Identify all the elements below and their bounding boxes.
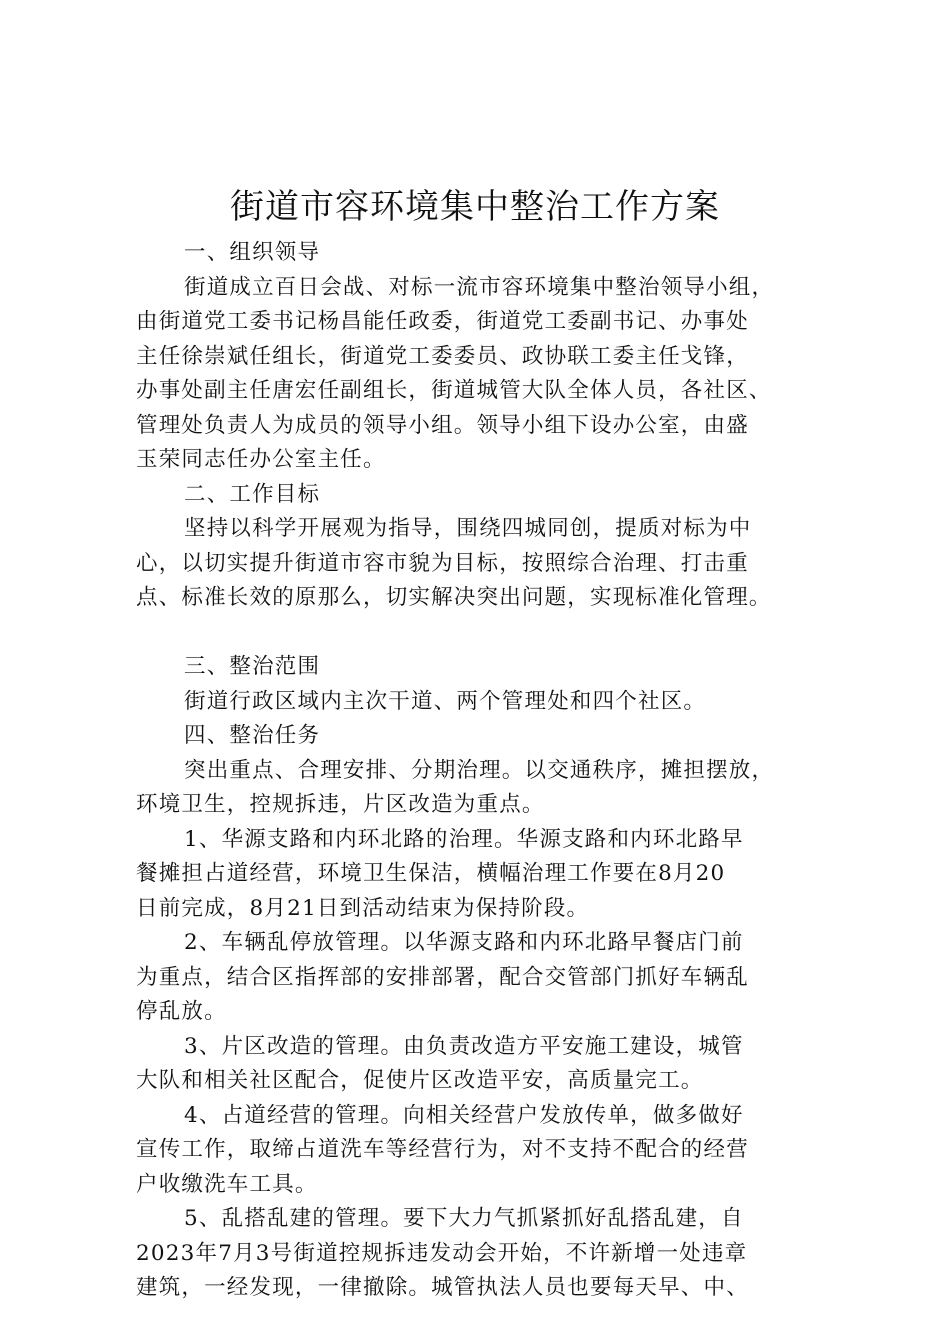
body-line: 突出重点、合理安排、分期治理。以交通秩序，摊担摆放， [184,757,775,783]
body-line: 街道成立百日会战、对标一流市容环境集中整治领导小组， [184,274,775,300]
body-line: 5、乱搭乱建的管理。要下大力气抓紧抓好乱搭乱建，自 [184,1206,744,1231]
document-body [136,236,836,1306]
document-title: 街道市容环境集中整治工作方案 [230,187,720,227]
body-line: 停乱放。 [136,999,227,1024]
body-line: 1、华源支路和内环北路的治理。华源支路和内环北路早 [184,826,744,852]
section-heading: 一、组织领导 [184,240,321,265]
body-line: 户收缴洗车工具。 [136,1171,318,1197]
body-line: 心，以切实提升街道市容市貌为目标，按照综合治理、打击重 [136,550,749,576]
body-line [136,616,836,651]
body-line: 建筑，一经发现，一律撤除。城管执法人员也要每天早、中、 [136,1275,749,1300]
body-line: 坚持以科学开展观为指导，围绕四城同创，提质对标为中 [184,516,752,541]
body-line: 管理处负责人为成员的领导小组。领导小组下设办公室，由盛 [136,412,749,438]
section-heading: 四、整治任务 [184,723,321,748]
body-line: 餐摊担占道经营，环境卫生保洁，横幅治理工作要在8月20 [136,861,726,886]
body-line: 由街道党工委书记杨昌能任政委，街道党工委副书记、办事处 [136,309,749,334]
body-line: 2023年7月3号街道控规拆违发动会开始，不许新增一处违章 [136,1240,748,1266]
body-line: 宣传工作，取缔占道洗车等经营行为，对不支持不配合的经营 [136,1137,749,1162]
body-line: 环境卫生，控规拆违，片区改造为重点。 [136,792,545,817]
section-heading: 三、整治范围 [184,654,321,679]
body-line: 点、标准长效的原那么，切实解决突出问题，实现标准化管理。 [136,585,772,610]
body-line: 2、车辆乱停放管理。以华源支路和内环北路早餐店门前 [184,930,744,955]
body-line: 街道行政区域内主次干道、两个管理处和四个社区。 [184,688,707,714]
body-line: 主任徐崇斌任组长，街道党工委委员、政协联工委主任戈锋， [136,343,749,369]
body-line: 3、片区改造的管理。由负责改造方平安施工建设，城管 [184,1033,744,1059]
body-line: 玉荣同志任办公室主任。 [136,447,386,472]
body-line: 为重点，结合区指挥部的安排部署，配合交管部门抓好车辆乱 [136,964,749,990]
section-heading: 二、工作目标 [184,481,321,507]
body-line: 4、占道经营的管理。向相关经营户发放传单，做多做好 [184,1102,744,1128]
body-line: 办事处副主任唐宏任副组长，街道城管大队全体人员，各社区、 [136,378,772,403]
body-line: 大队和相关社区配合，促使片区改造平安，高质量完工。 [136,1068,704,1093]
body-line: 日前完成，8月21日到活动结束为保持阶段。 [136,895,590,921]
